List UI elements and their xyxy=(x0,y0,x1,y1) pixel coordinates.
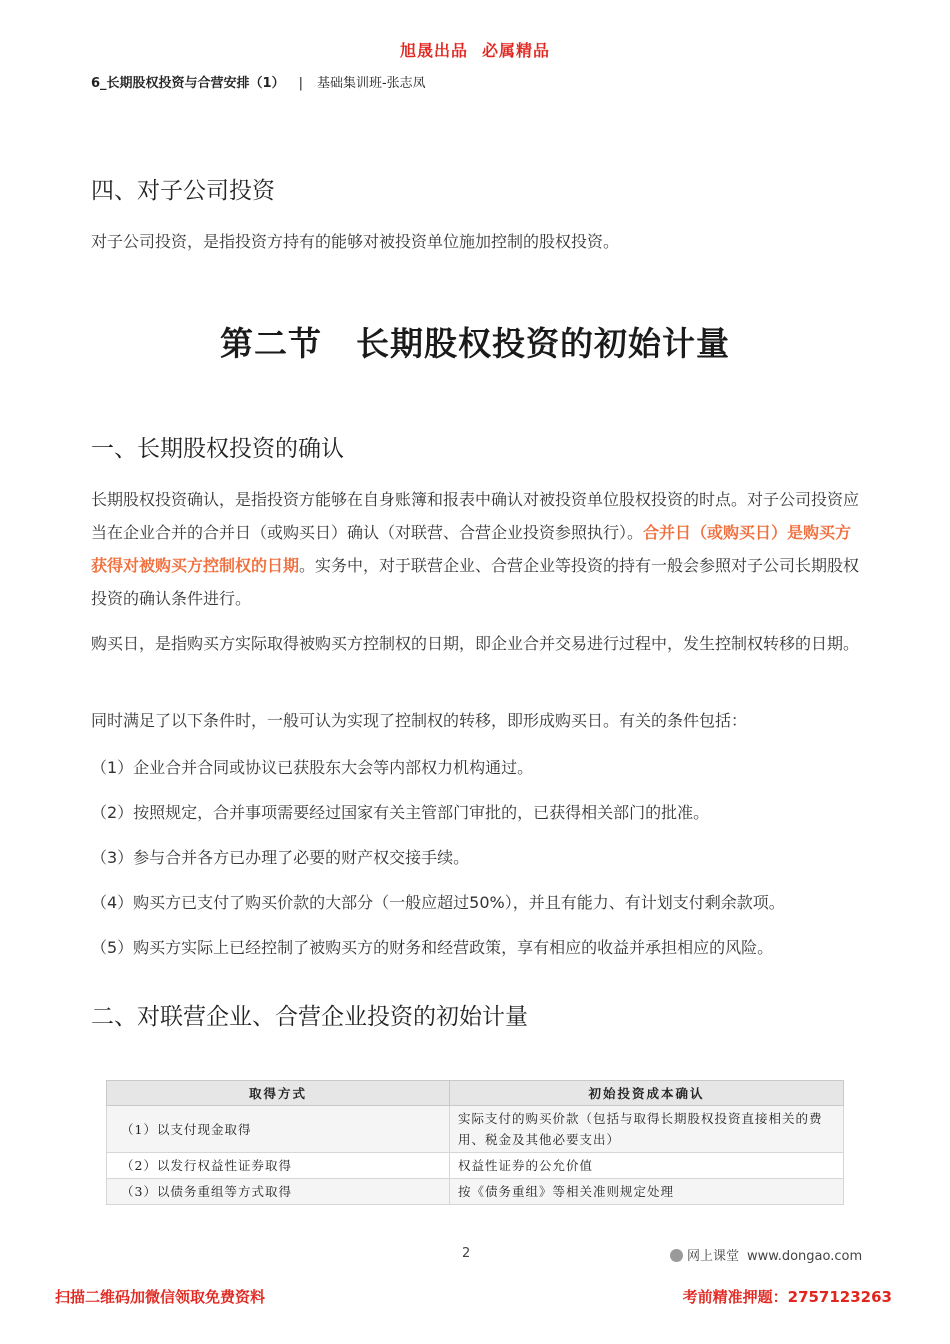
table-cell: （3）以债务重组等方式取得 xyxy=(107,1179,450,1205)
table-row xyxy=(107,1153,844,1179)
condition-item: （1）企业合并合同或协议已获股东大会等内部权力机构通过。 xyxy=(91,758,534,777)
table-header-row xyxy=(107,1081,844,1106)
table-header-cell: 初始投资成本确认 xyxy=(450,1081,844,1106)
document-header xyxy=(91,72,426,91)
chapter-heading: 第二节 长期股权投资的初始计量 xyxy=(220,324,730,363)
p1-end: 。实务中，对于联营企业、合营企业等投资的持有一般会参照对子公司长期股权投资的确认条件进行。 xyxy=(91,556,860,608)
condition-item: （2）按照规定，合并事项需要经过国家有关主管部门审批的，已获得相关部门的批准。 xyxy=(91,803,710,822)
dongao-logo-icon xyxy=(670,1249,683,1262)
table-cell: 实际支付的购买价款（包括与取得长期股权投资直接相关的费用、税金及其他必要支出） xyxy=(450,1106,844,1153)
section4-text: 对子公司投资，是指投资方持有的能够对被投资单位施加控制的股权投资。 xyxy=(91,232,620,251)
section4-heading: 四、对子公司投资 xyxy=(91,178,275,204)
condition-item: （5）购买方实际上已经控制了被购买方的财务和经营政策，享有相应的收益并承担相应的风险。 xyxy=(91,938,774,957)
part1-paragraph-2: 购买日，是指购买方实际取得被购买方控制权的日期，即企业合并交易进行过程中，发生控制权转移的日期。 xyxy=(91,634,860,653)
table-row xyxy=(107,1106,844,1153)
brand-mark xyxy=(670,1245,862,1264)
table-cell: 权益性证券的公允价值 xyxy=(450,1153,844,1179)
footer-right-promo: 考前精准押题：2757123263 xyxy=(682,1288,892,1306)
part2-heading: 二、对联营企业、合营企业投资的初始计量 xyxy=(91,1004,528,1030)
banner-left-text: 旭晟出品 xyxy=(399,41,468,60)
footer-left-promo: 扫描二维码加微信领取免费资料 xyxy=(55,1288,266,1306)
course-name: 基础集训班-张志凤 xyxy=(316,76,426,91)
table-cell: （1）以支付现金取得 xyxy=(107,1106,450,1153)
banner-right-text: 必属精品 xyxy=(482,41,551,60)
part1-paragraph-1 xyxy=(91,483,861,615)
brand-name: 网上课堂 xyxy=(687,1249,740,1264)
table-header-cell: 取得方式 xyxy=(107,1081,450,1106)
page-number: 2 xyxy=(462,1246,471,1261)
chapter-title: 6_长期股权投资与合营安排（1） xyxy=(91,76,285,91)
table-row xyxy=(107,1179,844,1205)
p1-highlight: 合并日（或购买日）是购买方获得对被购买方控制权的日期 xyxy=(91,523,852,575)
table-cell: 按《债务重组》等相关准则规定处理 xyxy=(450,1179,844,1205)
table-cell: （2）以发行权益性证券取得 xyxy=(107,1153,450,1179)
part1-paragraph-3: 同时满足了以下条件时，一般可认为实现了控制权的转移，即形成购买日。有关的条件包括： xyxy=(91,711,748,730)
p1-start: 长期股权投资确认，是指投资方能够在自身账簿和报表中确认对被投资单位股权投资的时点。对子公司投资应当在企业合并的合并日（或购买日）确认（对联营、合营企业投资参照执行）。 xyxy=(91,490,860,542)
cost-table xyxy=(106,1080,844,1205)
condition-item: （3）参与合并各方已办理了必要的财产权交接手续。 xyxy=(91,848,470,867)
header-separator: | xyxy=(298,76,303,91)
part1-heading: 一、长期股权投资的确认 xyxy=(91,436,344,462)
condition-item: （4）购买方已支付了购买价款的大部分（一般应超过50%），并且有能力、有计划支付剩余款项。 xyxy=(91,893,785,912)
brand-url[interactable]: www.dongao.com xyxy=(747,1249,863,1264)
top-banner xyxy=(0,38,950,61)
